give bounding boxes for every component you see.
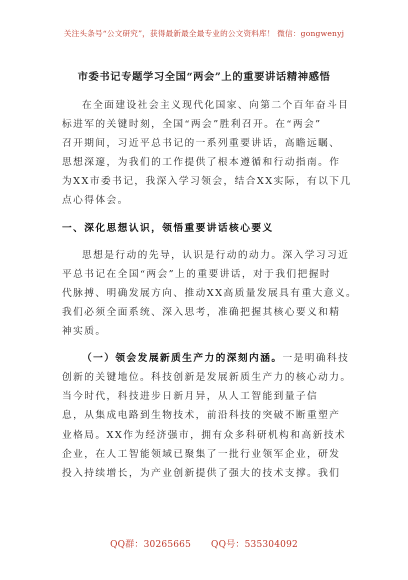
subsection-line: 企业，在人工智能领域已聚集了一批行业领军企业，研发: [62, 448, 341, 460]
subsection-line: 当今时代，科技进步日新月异，从人工智能到量子信: [62, 391, 319, 403]
subsection-line: 创新的关键地位。科技创新是发展新质生产力的核心动力。: [62, 372, 352, 384]
document-body: [62, 96, 358, 483]
section-line: 代脉搏、明确发展方向、推动XX高质量发展具有重大意义。: [62, 287, 358, 299]
subsection-line: 息，从集成电路到生物技术，前沿科技的突破不断重塑产: [62, 410, 341, 422]
section-heading: 一、深化思想认识，领悟重要讲话核心要义: [62, 222, 274, 234]
footer-qq-group: QQ群：30265665: [110, 540, 192, 550]
footer-contacts: [0, 537, 408, 550]
section-line: 我们必须全面系统、深入思考，准确把握其核心要义和精: [62, 306, 341, 318]
document-title: 市委书记专题学习全国“两会”上的重要讲话精神感悟: [77, 71, 331, 83]
subsection-line: 业格局。XX作为经济强市，拥有众多科研机构和高新技术: [62, 429, 346, 441]
subsection-lead-rest: 一是明确科技: [282, 353, 350, 365]
intro-line: 标进军的关键时刻，全国“两会”胜利召开。在“两会”: [62, 119, 322, 131]
subsection-line: 投入持续增长，为产业创新提供了强大的技术支撑。我们: [62, 467, 341, 479]
intro-line: 思想深邃，为我们的工作提供了根本遵循和行动指南。作: [62, 157, 341, 169]
section-line: 平总书记在全国“两会”上的重要讲话，对于我们把握时: [62, 268, 331, 280]
subsection-lead: [62, 349, 348, 368]
intro-line: 召开期间，习近平总书记的一系列重要讲话，高瞻远瞩、: [62, 138, 341, 150]
intro-line: 为XX市委书记，我深入学习领会，结合XX实际，有以下几: [62, 176, 352, 188]
intro-line: 在全面建设社会主义现代化国家、向第二个百年奋斗目: [82, 100, 350, 111]
section-line: 思想是行动的先导，认识是行动的动力。深入学习习近: [82, 249, 350, 261]
intro-line: 点心得体会。: [62, 195, 129, 207]
section-line: 神实质。: [62, 326, 107, 338]
header-notice: 关注头条号“公文研究”，获得最新最全最专业的公文资料库！ 微信：gongwenyj: [63, 29, 345, 38]
subsection-heading: （一）领会发展新质生产力的深刻内涵。: [82, 353, 283, 365]
footer-qq: QQ号：535304092: [211, 540, 298, 550]
